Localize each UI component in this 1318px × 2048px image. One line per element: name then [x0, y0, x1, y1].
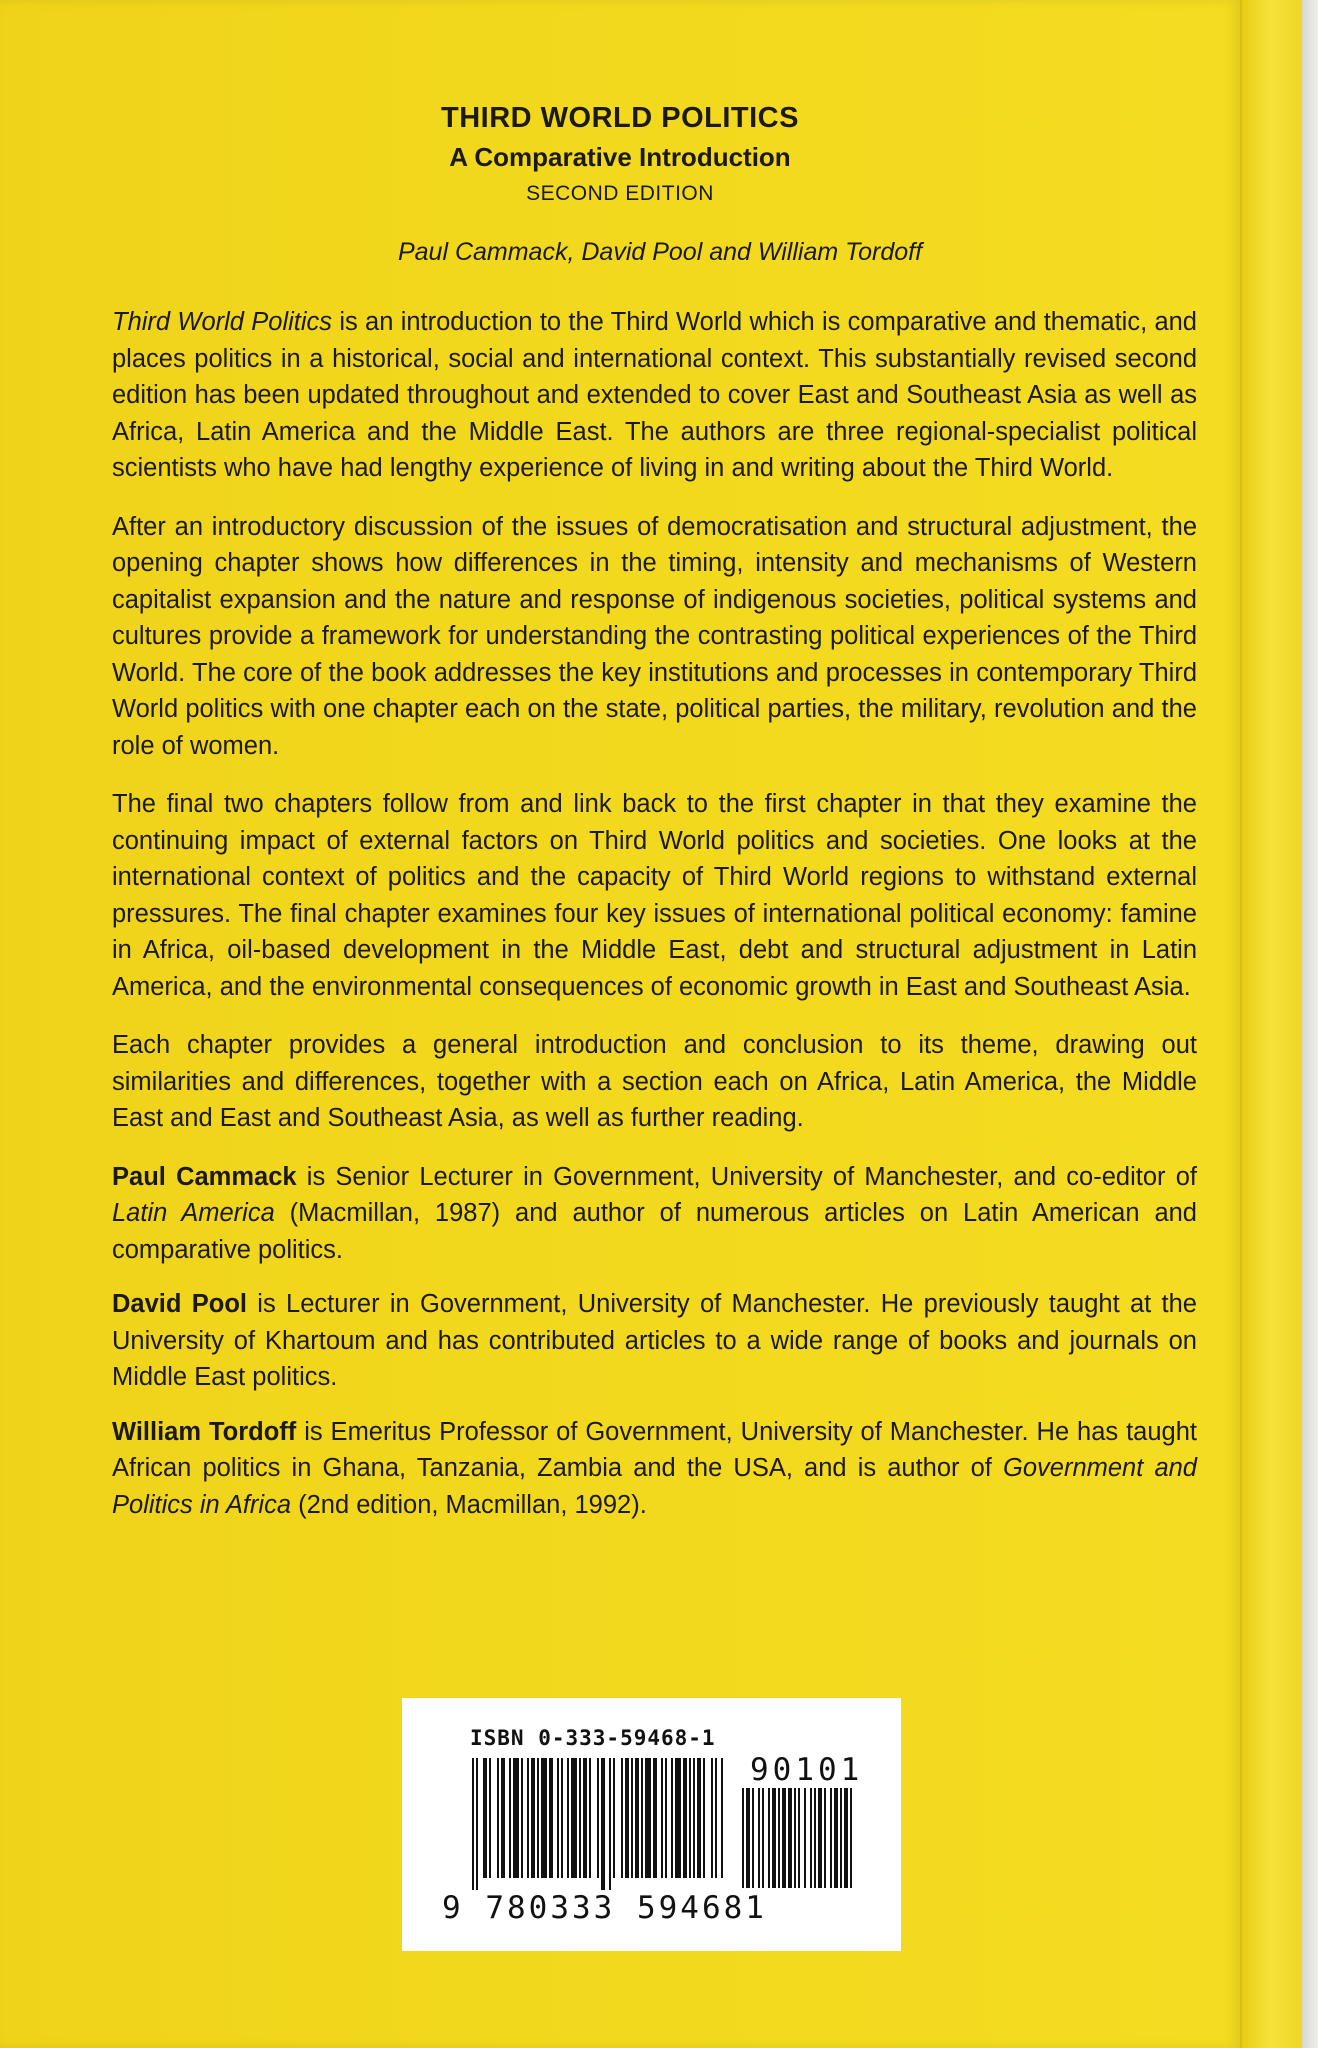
barcode-bar: [818, 1788, 822, 1888]
barcode-bar: [625, 1758, 629, 1878]
barcode-bar: [609, 1758, 611, 1890]
barcode-bar: [483, 1758, 487, 1878]
barcode-bar: [541, 1758, 547, 1878]
book-title-italic: Third World Politics: [112, 308, 333, 336]
barcode-bar: [772, 1788, 776, 1888]
barcode-bar: [788, 1788, 792, 1888]
book-edition: SECOND EDITION: [526, 182, 714, 205]
barcode-bar: [768, 1788, 770, 1888]
barcode-bar: [778, 1788, 780, 1888]
blurb-paragraph-1: [112, 304, 1197, 487]
barcode-bar: [583, 1758, 587, 1878]
barcode-bar: [782, 1788, 786, 1888]
barcode-bar: [746, 1788, 750, 1888]
barcode-bar: [703, 1758, 705, 1878]
author-name: William Tordoff: [112, 1417, 297, 1446]
barcode-bar: [798, 1788, 800, 1888]
price-addon-number: 90101: [750, 1752, 864, 1788]
book-spine: [1240, 0, 1304, 2048]
barcode-bar: [613, 1758, 615, 1878]
barcode-bar: [571, 1758, 577, 1878]
author-name: Paul Cammack: [112, 1162, 297, 1191]
ean-digits: 9 780333 594681: [442, 1890, 767, 1926]
barcode-bar: [758, 1788, 760, 1888]
barcode-bar: [521, 1758, 523, 1878]
barcode-bar: [531, 1758, 535, 1878]
barcode-bar: [509, 1758, 511, 1878]
barcode-bar: [711, 1758, 713, 1878]
blurb-paragraph-3: The final two chapters follow from and link back to the first chapter in that they examine the continuing impact of external factors on Third World politics and societies. One looks at the international context of politics and the capacity of Third World regions to withstand external pressures. The final chapter examines four key issues of international political economy: famine in Africa, oil-based development in the Middle East, debt and structural adjustment in Latin America, and the environmental consequences of economic growth in East and Southeast Asia.: [112, 790, 1197, 1001]
barcode-bar: [635, 1758, 639, 1878]
book-reference: Government and Politics in Africa: [112, 1454, 1197, 1519]
bio-text: is Emeritus Professor of Government, University of Manchester. He has taught African politics in Ghana, Tanzania, Zambia and the USA, and is author of: [112, 1417, 1197, 1482]
barcode-bar: [715, 1758, 717, 1878]
page-edge: [1302, 0, 1318, 2048]
blurb-paragraph-2: After an introductory discussion of the issues of democratisation and structural adjustment, the opening chapter shows how differences in the timing, intensity and mechanisms of Western capitalist expansion and the nature and response of indigenous societies, political systems and cultures provide a framework for understanding the contrasting political experiences of the Third World. The core of the book addresses the key institutions and processes in contemporary Third World politics with one chapter each on the state, political parties, the military, revolution and the role of women.: [112, 512, 1197, 760]
barcode-bar: [601, 1758, 605, 1890]
barcode-bar: [567, 1758, 569, 1878]
barcode-bar: [621, 1758, 623, 1878]
book-reference: Latin America: [112, 1199, 275, 1227]
barcode-bar: [497, 1758, 499, 1878]
barcode-bar: [814, 1788, 816, 1888]
barcode-bar: [693, 1758, 695, 1878]
barcode-bar: [513, 1758, 519, 1878]
barcode-bar: [850, 1788, 852, 1888]
barcode-bar: [762, 1788, 764, 1888]
barcode-bar: [561, 1758, 563, 1878]
barcode-bar: [557, 1758, 559, 1878]
author-name: David Pool: [112, 1290, 247, 1318]
barcode-bar: [834, 1788, 838, 1888]
barcode-bar: [742, 1788, 744, 1888]
barcode-bar: [721, 1758, 723, 1878]
barcode-bar: [641, 1758, 643, 1878]
barcode-bar: [810, 1788, 812, 1888]
barcode-bar: [671, 1758, 673, 1878]
bio-tordoff: [112, 1414, 1197, 1524]
barcode-bar: [489, 1758, 491, 1878]
book-authors: Paul Cammack, David Pool and William Tordoff: [397, 238, 923, 266]
bio-text: is Lecturer in Government, University of Manchester. He previously taught at the University of Khartoum and has contributed articles to a wide range of books and journals on Middle East politics.: [112, 1290, 1197, 1391]
barcode-bar: [844, 1788, 848, 1888]
bio-pool: [112, 1286, 1197, 1396]
barcode-bar: [840, 1788, 842, 1888]
barcode-bar: [804, 1788, 806, 1888]
barcode-bar: [830, 1788, 832, 1888]
barcode-bar: [794, 1788, 796, 1888]
barcode-bar: [631, 1758, 633, 1878]
barcode-bar: [697, 1758, 701, 1878]
barcode-bar: [549, 1758, 553, 1878]
bio-text: is Senior Lecturer in Government, University of Manchester, and co-editor of: [296, 1162, 1197, 1191]
ean-barcode: [470, 1758, 730, 1908]
barcode-bar: [683, 1758, 687, 1878]
barcode-bar: [653, 1758, 657, 1878]
bio-cammack: [112, 1159, 1197, 1269]
barcode-bar: [824, 1788, 826, 1888]
barcode-bar: [645, 1758, 651, 1878]
barcode-bar: [661, 1758, 663, 1878]
bio-text: (Macmillan, 1987) and author of numerous articles on Latin American and comparative politics.: [112, 1199, 1197, 1264]
barcode-bar: [689, 1758, 691, 1878]
isbn-number: ISBN 0-333-59468-1: [470, 1726, 716, 1750]
blurb: [112, 304, 1197, 1541]
barcode-bar: [675, 1758, 681, 1878]
barcode-bar: [579, 1758, 581, 1878]
barcode-bar: [589, 1758, 591, 1878]
blurb-paragraph-4: Each chapter provides a general introduction and conclusion to its theme, drawing out similarities and differences, together with a section each on Africa, Latin America, the Middle East and East and Southeast Asia, as well as further reading.: [112, 1031, 1197, 1132]
book-title: THIRD WORLD POLITICS: [441, 102, 799, 134]
barcode-bar: [527, 1758, 529, 1878]
book-subtitle: A Comparative Introduction: [449, 142, 791, 172]
barcode-bar: [476, 1758, 478, 1890]
barcode-bar: [752, 1788, 754, 1888]
barcode-bar: [537, 1758, 539, 1878]
barcode-bar: [501, 1758, 505, 1878]
bio-text: (2nd edition, Macmillan, 1992).: [291, 1490, 647, 1519]
barcode-bar: [472, 1758, 474, 1890]
barcode-bar: [665, 1758, 667, 1878]
blurb-paragraph-1-text: is an introduction to the Third World which is comparative and thematic, and places politics in a historical, social and international context. This substantially revised second edition has been updated throughout and extended to cover East and Southeast Asia as well as Africa, Latin America and the Middle East. The authors are three regional-specialist political scientists who have had lengthy experience of living in and writing about the Third World.: [112, 308, 1197, 482]
barcode-label: [402, 1698, 901, 1951]
barcode-bar: [597, 1758, 599, 1878]
